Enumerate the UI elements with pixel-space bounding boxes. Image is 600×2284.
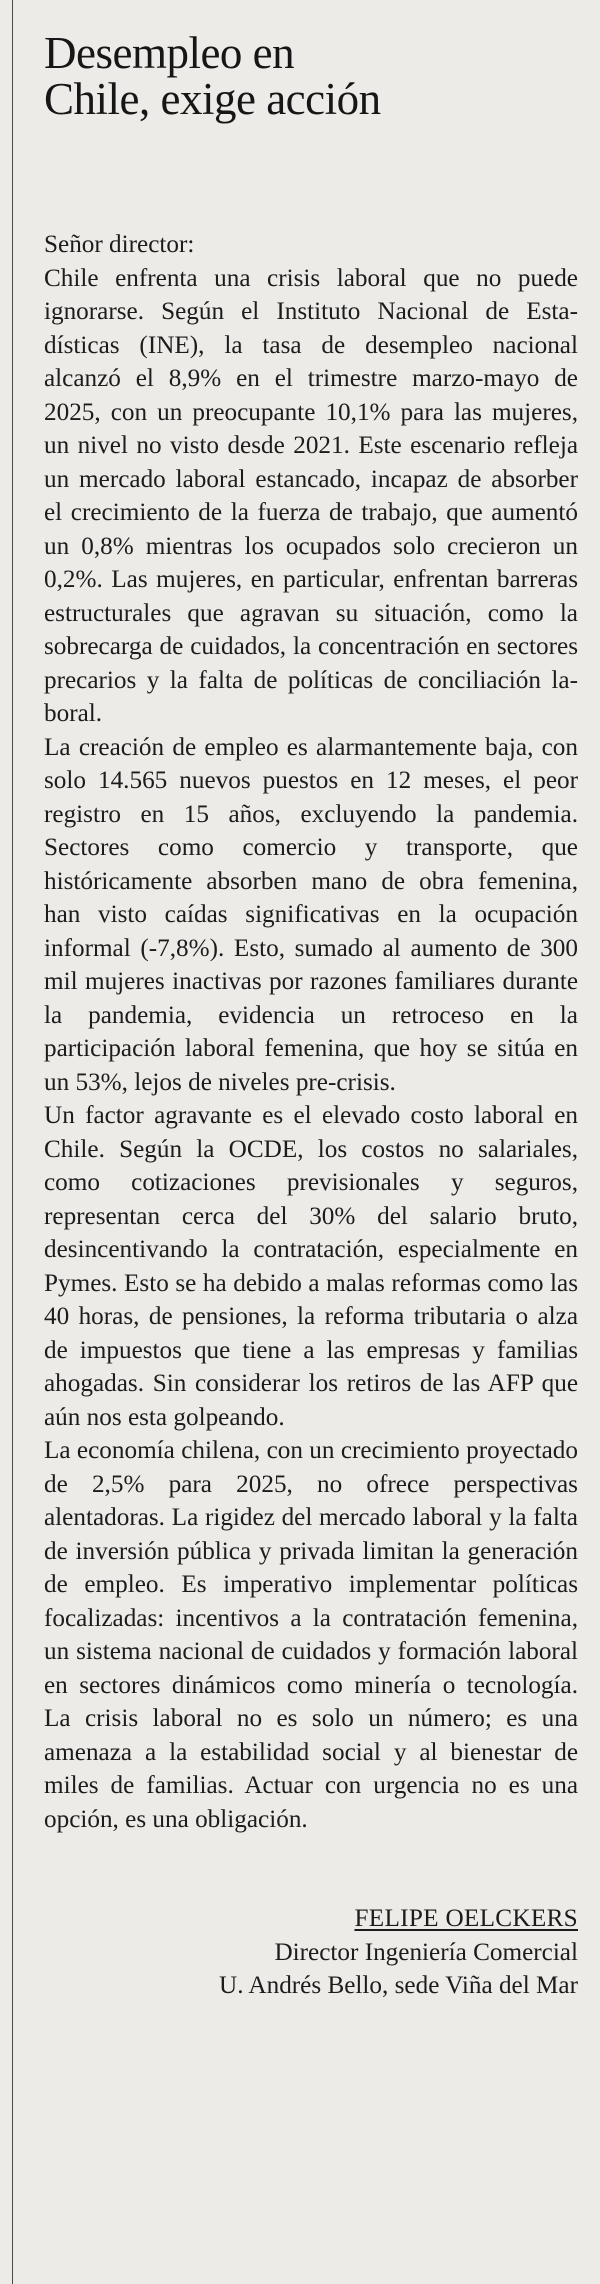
letter-to-editor bbox=[44, 30, 578, 2003]
column-divider bbox=[12, 0, 13, 2284]
body-paragraph-3: Un factor agravante es el elevado costo laboral en Chile. Según la OCDE, los costos no salariales, como cotizaciones previsionales y seguros, representan cerca del 30% del salario bruto, desincentivando la contratación, especialmente en Pymes. Esto se ha debido a malas reformas como las 40 horas, de pensiones, la reforma tributaria o alza de impuestos que tiene a las empresas y familias ahogadas. Sin considerar los retiros de las AFP que aún nos esta golpeando. bbox=[44, 1102, 578, 1431]
author-role: Director Ingeniería Comercial bbox=[274, 1938, 578, 1966]
body-paragraph-4: La economía chilena, con un crecimiento proyectado de 2,5% para 2025, no ofrece perspectivas alentadoras. La rigidez del mercado laboral y la falta de inversión pública y privada limitan la generación de empleo. Es imperativo implementar políticas focalizadas: incentivos a la contratación femenina, un sistema nacional de cuidados y formación laboral en sectores dinámicos como minería o tecnología. La crisis laboral no es solo un número; es una amenaza a la estabilidad social y al bienestar de miles de familias. Actuar con urgencia no es una opción, es una obligación. bbox=[44, 1437, 578, 1833]
letter-title bbox=[44, 30, 578, 122]
body-paragraph-1: Chile enfrenta una crisis laboral que no puede ignorarse. Según el Instituto Nacional de Estadísticas (INE), la tasa de desempleo nacional alcanzó el 8,9% en el trimestre marzo-mayo de 2025, con un preocupante 10,1% para las mujeres, un nivel no visto desde 2021. Este escenario refleja un mercado laboral estancado, incapaz de absorber el crecimiento de la fuerza de trabajo, que aumentó un 0,8% mientras los ocupados solo crecieron un 0,2%. Las mujeres, en particular, enfrentan barreras estructurales que agravan su situación, como la sobrecarga de cuidados, la concentración en sectores precarios y la falta de políticas de conciliación laboral. bbox=[44, 264, 578, 727]
salutation: Señor director: bbox=[44, 231, 195, 258]
signature-block bbox=[44, 1902, 578, 2003]
author-affiliation: U. Andrés Bello, sede Viña del Mar bbox=[219, 1972, 578, 1999]
title-line-2: Chile, exige acción bbox=[44, 74, 381, 124]
author-name: FELIPE OELCKERS bbox=[354, 1905, 578, 1932]
body-paragraph-2: La creación de empleo es alarmantemente baja, con solo 14.565 nuevos puestos en 12 meses, el peor registro en 15 años, excluyendo la pandemia. Sectores como comercio y transporte, que históricamente absorben mano de obra femenina, han visto caídas significativas en la ocupación informal (-7,8%). Esto, sumado al aumento de 300 mil mujeres inactivas por razones familiares durante la pandemia, evidencia un retroceso en la participación laboral femenina, que hoy se sitúa en un 53%, lejos de niveles pre-crisis. bbox=[44, 733, 578, 1096]
title-line-1: Desempleo en bbox=[44, 28, 295, 78]
